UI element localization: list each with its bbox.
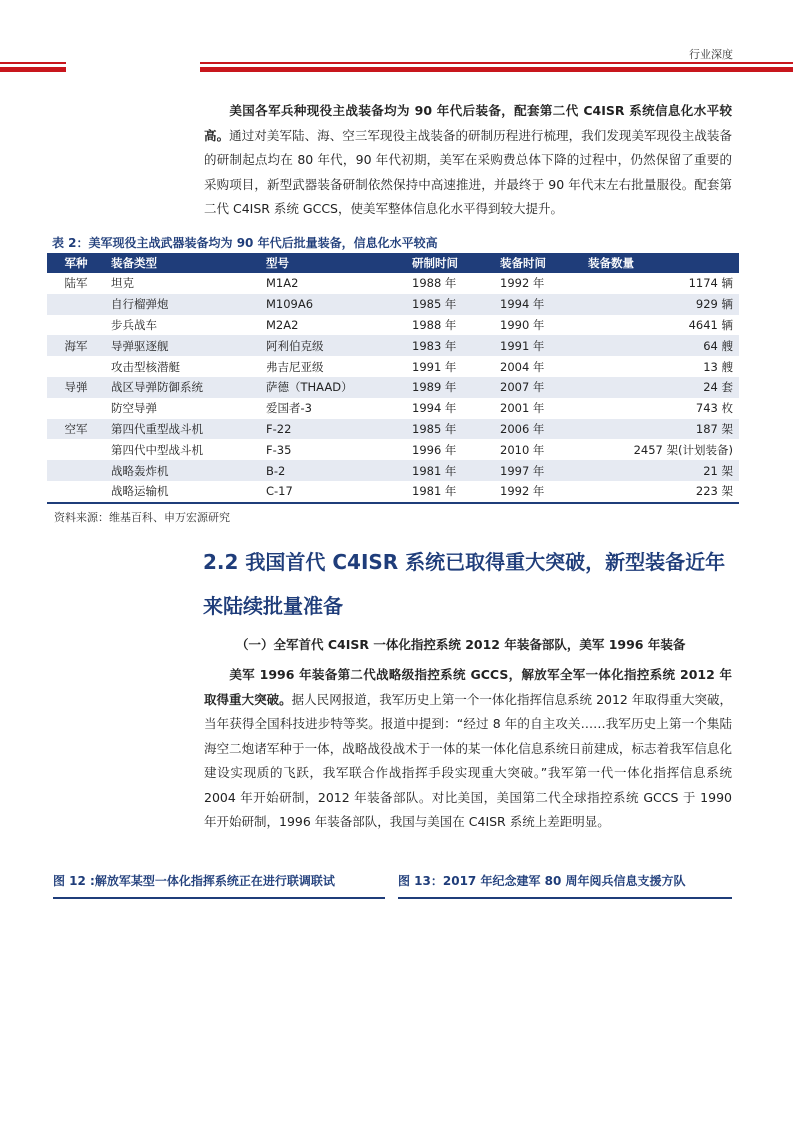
cell-type: 战区导弹防御系统: [111, 380, 203, 395]
cell-equip-time: 1992 年: [500, 276, 545, 291]
table-row: [47, 273, 739, 294]
cell-dev-time: 1981 年: [406, 481, 494, 503]
cell-quantity: 24 套: [703, 380, 733, 395]
cell-dev-time: 1994 年: [412, 401, 457, 416]
cell-model: 弗吉尼亚级: [266, 359, 324, 374]
cell-dev-time: 1996 年: [412, 442, 457, 457]
cell-dev-time: 1983 年: [412, 338, 457, 353]
cell-quantity: 187 架: [695, 421, 733, 436]
cell-quantity: 1174 辆: [688, 276, 733, 291]
cell-branch: 导弹: [64, 380, 88, 395]
cell-equip-time: 2006 年: [500, 421, 545, 436]
header-model: 型号: [266, 256, 289, 270]
cell-branch: [47, 315, 105, 336]
header-bar-right-thick: [200, 67, 793, 72]
cell-type: 战略轰炸机: [111, 463, 169, 478]
header-title: 行业深度: [689, 48, 733, 61]
intro-text: 通过对美军陆、海、空三军现役主战装备的研制历程进行梳理，我们发现美军现役主战装备的研制起点均在 80 年代，90 年代初期，美军在采购费总体下降的过程中，仍然保留了重要的采购项目，新型武器装备研制依然保持中高速推进，并最终于 90 年代末左右批量服役。配套第二代 C4ISR 系统 GCCS，使美军整体信息化水平得到较大提升。: [204, 127, 732, 216]
equipment-table: [47, 253, 739, 504]
cell-equip-time: 1994 年: [500, 297, 545, 312]
cell-quantity: 929 辆: [695, 297, 733, 312]
cell-quantity: 21 架: [703, 463, 733, 478]
cell-model: M109A6: [266, 297, 314, 312]
cell-dev-time: 1988 年: [412, 276, 457, 291]
intro-bold: 美国各军兵种现役主战装备均为 90 年代后装备，配套第二代 C4ISR 系统信息化水平较高。: [204, 103, 732, 143]
cell-dev-time: 1985 年: [412, 297, 457, 312]
cell-equip-time: 2007 年: [500, 380, 545, 395]
intro-paragraph: [204, 99, 732, 222]
cell-equip-time: 1990 年: [500, 317, 545, 332]
table-row: [47, 419, 739, 440]
cell-model: 爱国者-3: [266, 401, 312, 416]
cell-branch: 海军: [64, 338, 88, 353]
header-equip-time: 装备时间: [500, 256, 546, 270]
header-bar-right-thin: [200, 62, 793, 64]
table-title: 表 2：美军现役主战武器装备均为 90 年代后批量装备，信息化水平较高: [52, 236, 438, 250]
body-text: 据人民网报道，我军历史上第一个一体化指挥信息系统 2012 年取得重大突破，当年获得全国科技进步特等奖。报道中提到：“经过 8 年的自主攻关……我军历史上第一个集陆海空二炮诸军种于一体，战略战役战术于一体的某一体化信息系统日前建成，标志着我军信息化建设实现质的飞跃，我军联合作战指挥手段实现重大突破。”我军第一代一体化指挥信息系统 2004 年开始研制，2012 年装备部队。对比美国，美国第二代全球指控系统 GCCS 于 1990 年开始研制，1996 年装备部队，我国与美国在 C4ISR 系统上差距明显。: [204, 691, 732, 829]
cell-dev-time: 1988 年: [412, 317, 457, 332]
cell-branch: 陆军: [64, 276, 88, 291]
cell-type: 第四代重型战斗机: [111, 421, 203, 436]
cell-model: F-35: [266, 442, 292, 457]
cell-equip-time: 2004 年: [500, 359, 545, 374]
cell-quantity: 13 艘: [703, 359, 733, 374]
figure-13-caption: 图 13：2017 年纪念建军 80 周年阅兵信息支援方队: [398, 872, 732, 899]
cell-type: 自行榴弹炮: [111, 297, 169, 312]
cell-model: M2A2: [266, 317, 299, 332]
section-title: 2.2 我国首代 C4ISR 系统已取得重大突破，新型装备近年来陆续批量准备: [203, 550, 726, 618]
header-quantity: 装备数量: [588, 256, 634, 270]
cell-equip-time: 1992 年: [494, 481, 582, 503]
cell-quantity: 2457 架(计划装备): [633, 442, 733, 457]
table-row: [47, 315, 739, 336]
cell-branch: [47, 356, 105, 377]
cell-type: 导弹驱逐舰: [111, 338, 169, 353]
cell-dev-time: 1991 年: [412, 359, 457, 374]
table-row: [47, 356, 739, 377]
cell-quantity: 743 枚: [695, 401, 733, 416]
cell-equip-time: 1991 年: [500, 338, 545, 353]
header-bar-left-thick: [0, 67, 66, 72]
cell-dev-time: 1981 年: [412, 463, 457, 478]
figure-12-caption: 图 12 :解放军某型一体化指挥系统正在进行联调联试: [53, 872, 385, 899]
table-row: [47, 335, 739, 356]
cell-type: 步兵战车: [111, 317, 157, 332]
cell-quantity: 64 艘: [703, 338, 733, 353]
cell-model: M1A2: [266, 276, 299, 291]
cell-model: C-17: [260, 481, 406, 503]
header-bar-left-thin: [0, 62, 66, 64]
cell-model: 阿利伯克级: [266, 338, 324, 353]
table-row: [47, 481, 739, 503]
table-row: [47, 398, 739, 419]
table-row: [47, 439, 739, 460]
cell-model: B-2: [266, 463, 286, 478]
cell-type: 坦克: [111, 276, 134, 291]
table-row: [47, 460, 739, 481]
table-row: [47, 294, 739, 315]
cell-branch: [47, 439, 105, 460]
cell-type: 战略运输机: [105, 481, 260, 503]
cell-equip-time: 1997 年: [500, 463, 545, 478]
cell-branch: 空军: [64, 421, 88, 436]
cell-dev-time: 1989 年: [412, 380, 457, 395]
cell-equip-time: 2001 年: [500, 401, 545, 416]
cell-model: 萨德（THAAD）: [266, 380, 353, 395]
cell-model: F-22: [266, 421, 292, 436]
cell-branch: [47, 460, 105, 481]
cell-type: 攻击型核潜艇: [111, 359, 180, 374]
cell-branch: [47, 481, 105, 503]
body-paragraph: [204, 663, 732, 835]
header-branch: 军种: [64, 256, 88, 270]
cell-equip-time: 2010 年: [500, 442, 545, 457]
cell-branch: [47, 398, 105, 419]
cell-quantity: 4641 辆: [688, 317, 733, 332]
cell-type: 防空导弹: [111, 401, 157, 416]
table-source: 资料来源：维基百科、申万宏源研究: [54, 511, 230, 524]
cell-dev-time: 1985 年: [412, 421, 457, 436]
body-bold: 美军 1996 年装备第二代战略级指控系统 GCCS，解放军全军一体化指控系统 2012 年取得重大突破。: [204, 667, 732, 707]
cell-type: 第四代中型战斗机: [111, 442, 203, 457]
subsection-title: （一）全军首代 C4ISR 一体化指控系统 2012 年装备部队，美军 1996 年装备: [236, 637, 686, 652]
table-header-row: [47, 253, 739, 273]
cell-quantity: 223 架: [582, 481, 739, 503]
header-type: 装备类型: [111, 256, 157, 270]
table-row: [47, 377, 739, 398]
cell-branch: [47, 294, 105, 315]
header-dev-time: 研制时间: [412, 256, 458, 270]
